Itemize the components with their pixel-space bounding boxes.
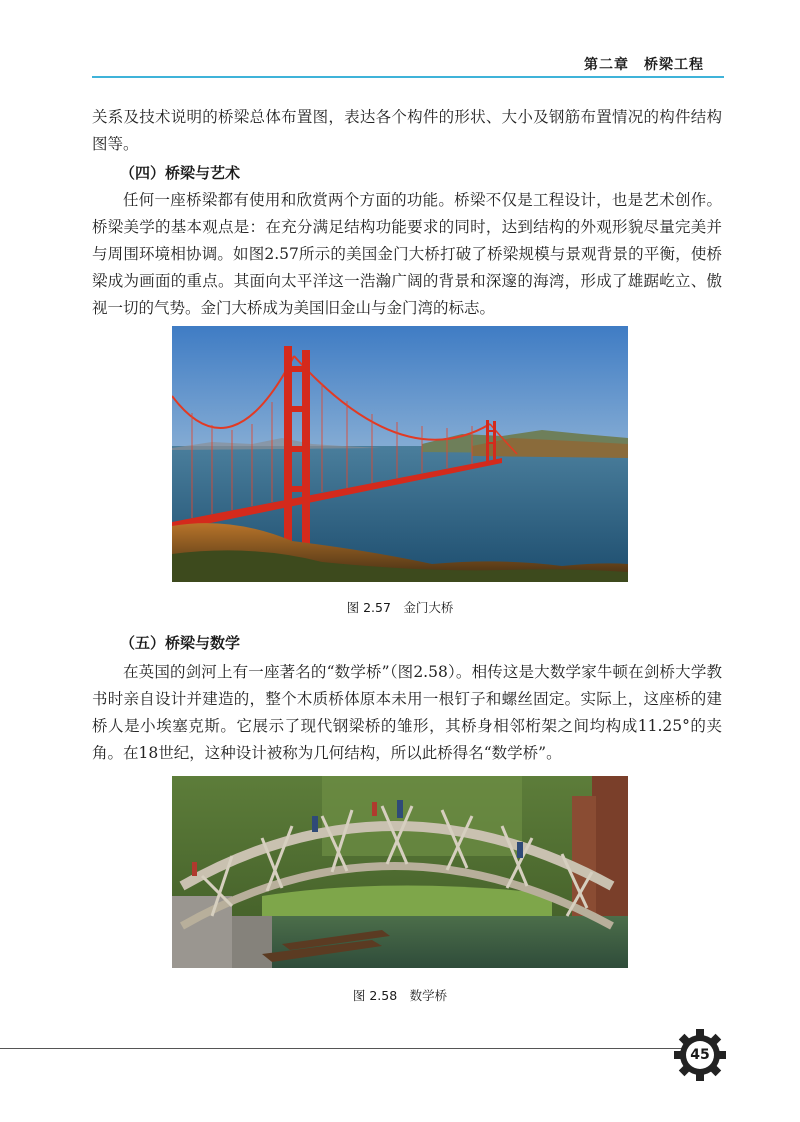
intro-paragraph: 关系及技术说明的桥梁总体布置图，表达各个构件的形状、大小及钢筋布置情况的构件结构图等。: [92, 108, 722, 153]
art-paragraph: 任何一座桥梁都有使用和欣赏两个方面的功能。桥梁不仅是工程设计，也是艺术创作。桥梁美学的基本观点是：在充分满足结构功能要求的同时，达到结构的外观形貌尽量完美并与周围环境相协调。如图2.57所示的美国金门大桥打破了桥梁规模与景观背景的平衡，使桥梁成为画面的重点。其面向太平洋这一浩瀚广阔的背景和深邃的海湾，形成了雄踞屹立、傲视一切的气势。金门大桥成为美国旧金山与金门湾的标志。: [92, 191, 722, 317]
figure-caption-mathematical-bridge: 图 2.58 数学桥: [352, 988, 448, 1003]
golden-gate-bridge-photo: [172, 326, 628, 582]
page-number: 45: [690, 1047, 710, 1063]
section-heading-art: （四）桥梁与艺术: [120, 164, 241, 182]
golden-gate-bridge-illustration: [172, 326, 628, 582]
footer-divider: [0, 1048, 690, 1049]
figure-caption-golden-gate: 图 2.57 金门大桥: [346, 600, 454, 615]
mathematical-bridge-illustration: [172, 776, 628, 968]
math-paragraph: 在英国的剑河上有一座著名的“数学桥”（图2.58）。相传这是大数学家牛顿在剑桥大学教书时亲自设计并建造的，整个木质桥体原本未用一根钉子和螺丝固定。实际上，这座桥的建桥人是小埃塞克斯。它展示了现代钢梁桥的雏形，其桥身相邻桁架之间均构成11.25°的夹角。在18世纪，这种设计被称为几何结构，所以此桥得名“数学桥”。: [92, 663, 722, 762]
mathematical-bridge-photo: [172, 776, 628, 968]
section-heading-math: （五）桥梁与数学: [120, 634, 241, 652]
header-divider: [92, 76, 724, 78]
chapter-header: 第二章 桥梁工程: [584, 57, 704, 73]
